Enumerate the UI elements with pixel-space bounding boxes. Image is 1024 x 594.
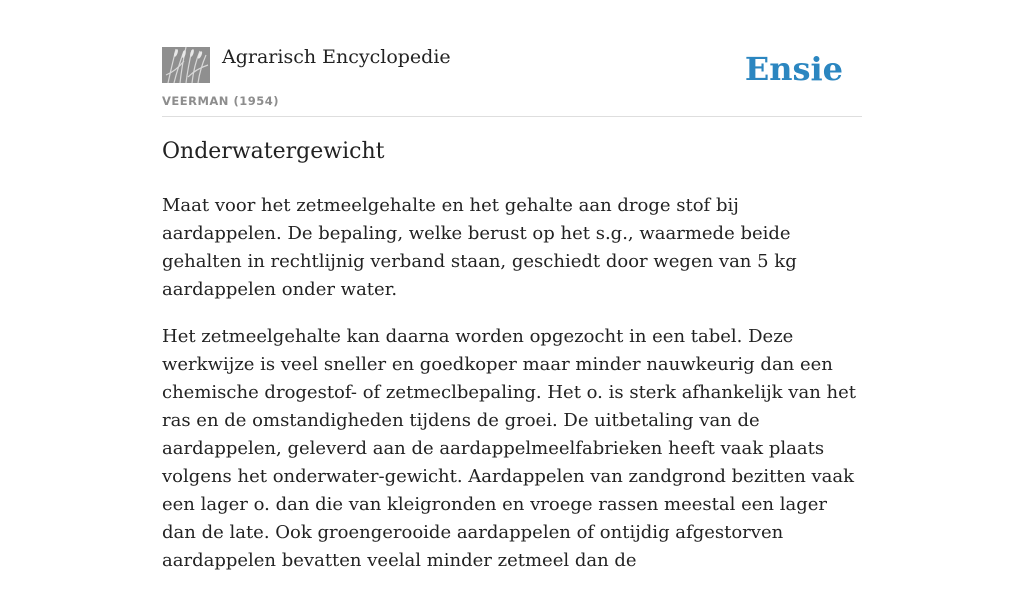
wheat-icon[interactable] [162, 47, 210, 83]
article-paragraph: Het zetmeelgehalte kan daarna worden opgezocht in een tabel. Deze werkwijze is veel sneller en goedkoper maar minder nauwkeurig dan een chemische drogestof- of zetmeclbepaling. Het o. is sterk afhankelijk van het ras en de omstandigheden tijdens de groei. De uitbetaling van de aardappelen, geleverd aan de aardappelmeelfabrieken heeft vaak plaats volgens het onderwater-gewicht. Aardappelen van zandgrond bezitten vaak een lager o. dan die van kleigronden en vroege rassen meestal een lager dan de late. Ook groengerooide aardappelen of ontijdig afgestorven aardappelen bevatten veelal minder zetmeel dan de [162, 326, 856, 571]
source-label: VEERMAN (1954) [162, 94, 279, 108]
encyclopedia-header [162, 40, 862, 117]
encyclopedia-name[interactable]: Agrarisch Encyclopedie [222, 46, 451, 68]
article-body [162, 192, 862, 594]
ensie-logo[interactable]: Ensie [744, 50, 843, 88]
article-paragraph: Maat voor het zetmeelgehalte en het gehalte aan droge stof bij aardappelen. De bepaling, welke berust op het s.g., waarmede beide gehalten in rechtlijnig verband staan, geschiedt door wegen van 5 kg aardappelen onder water. [162, 195, 797, 300]
article-title: Onderwatergewicht [162, 139, 385, 164]
